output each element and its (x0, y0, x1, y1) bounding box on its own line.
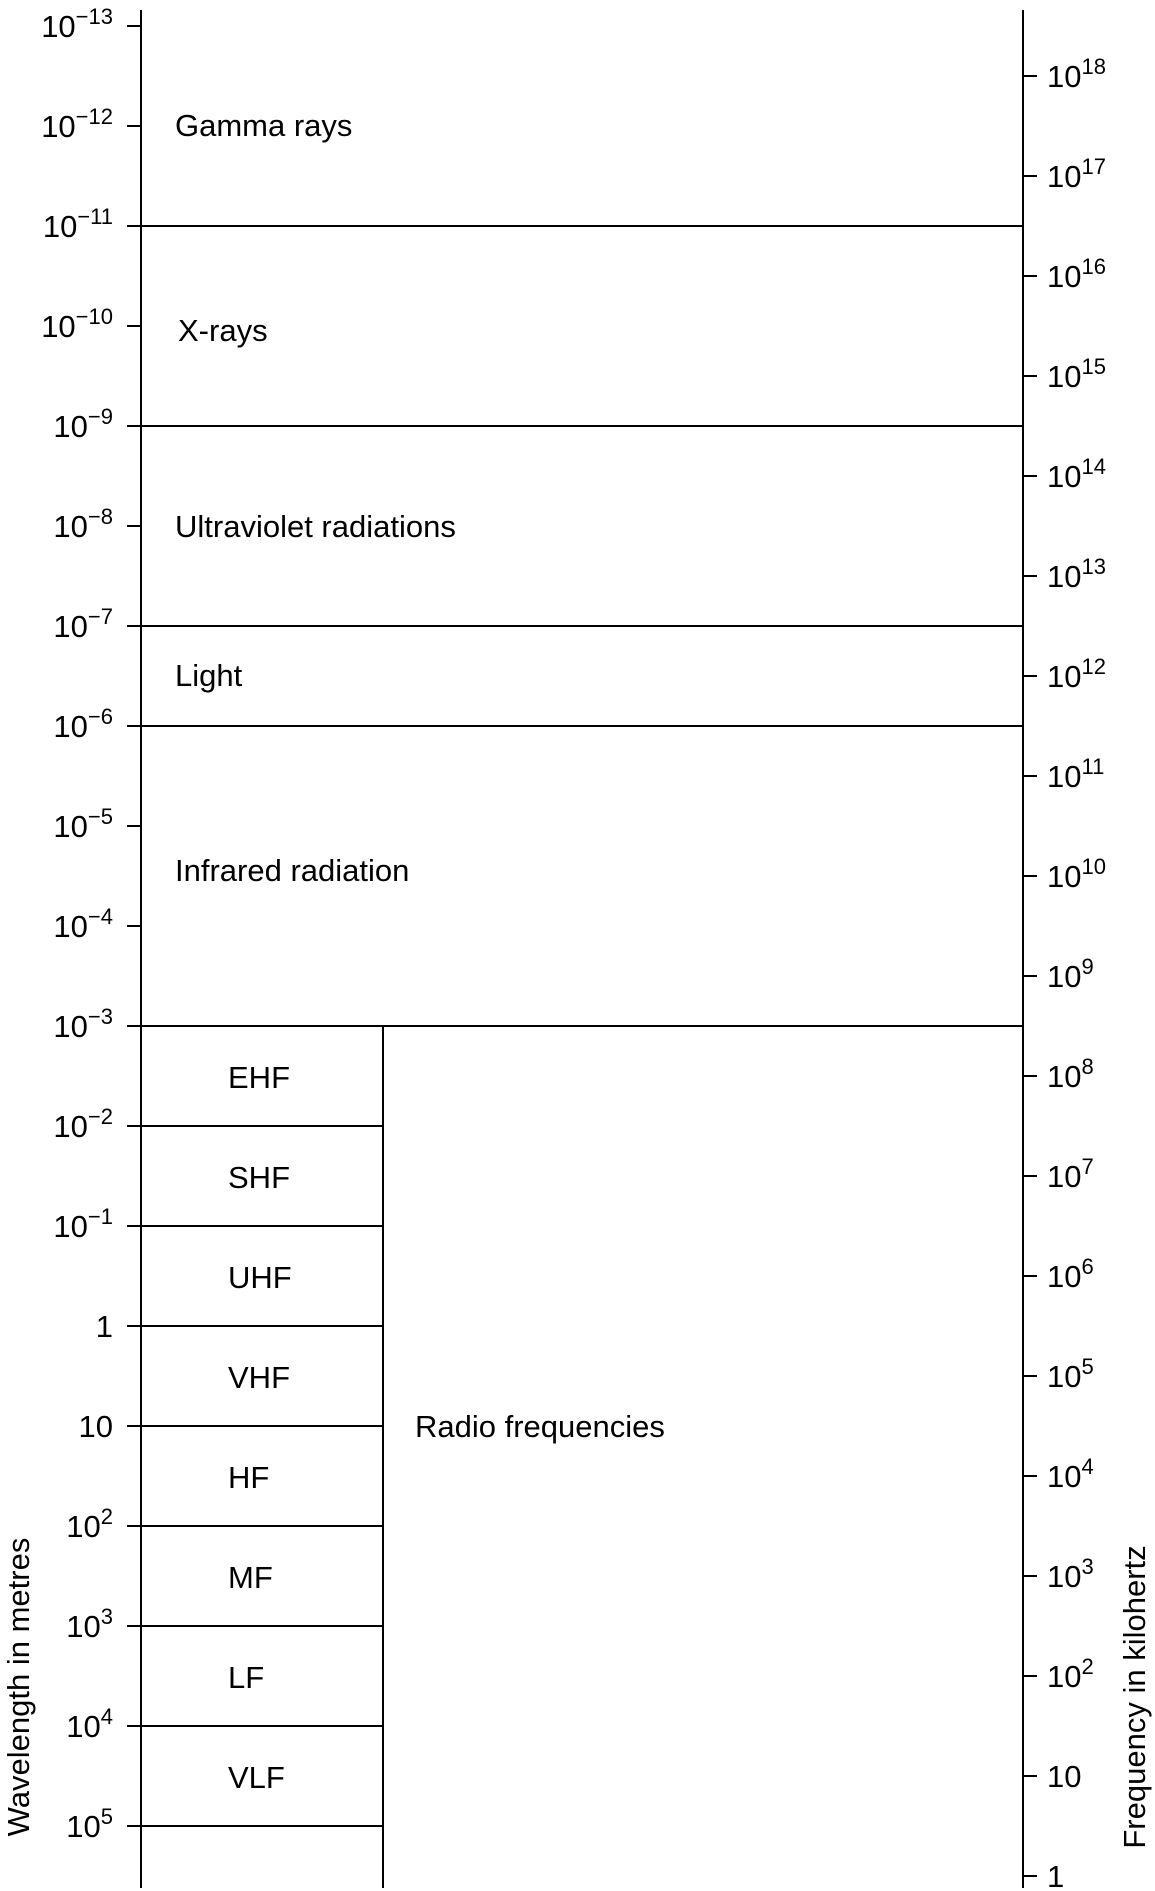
tick-exponent: −5 (87, 804, 113, 829)
wavelength-tick-label (53, 1004, 113, 1044)
frequency-tick-label (1047, 854, 1106, 894)
tick-exponent: 6 (1081, 1254, 1094, 1279)
tick-base: 10 (1047, 1559, 1082, 1594)
tick-base: 10 (53, 709, 88, 744)
tick-base: 10 (78, 1409, 113, 1444)
wavelength-tick-label (53, 504, 113, 544)
wavelength-tick-label (43, 204, 113, 244)
wavelength-tick-label (53, 404, 113, 444)
tick-base: 10 (1047, 259, 1082, 294)
tick-base: 10 (53, 1109, 88, 1144)
frequency-tick-label (1047, 1354, 1094, 1394)
frequency-tick-label (1047, 1759, 1081, 1794)
wavelength-tick-label (66, 1804, 113, 1844)
tick-exponent: 9 (1081, 954, 1094, 979)
band-label-ultraviolet: Ultraviolet radiations (175, 509, 456, 544)
tick-base: 10 (42, 209, 78, 244)
wavelength-tick-label (66, 1604, 113, 1644)
tick-exponent: 18 (1081, 54, 1106, 79)
subband-label-shf: SHF (228, 1160, 290, 1195)
tick-exponent: −10 (75, 304, 113, 329)
tick-base: 10 (53, 809, 88, 844)
frequency-tick-label (1047, 254, 1106, 294)
subband-label-lf: LF (228, 1660, 265, 1695)
tick-exponent: −3 (87, 1004, 113, 1029)
tick-base: 10 (53, 909, 88, 944)
tick-base: 10 (1047, 59, 1082, 94)
tick-base: 10 (41, 109, 76, 144)
wavelength-tick-label (66, 1704, 113, 1744)
tick-exponent: 2 (100, 1504, 113, 1529)
frequency-tick-label (1047, 354, 1106, 394)
frequency-tick-label (1047, 1654, 1094, 1694)
frequency-ticks (1023, 54, 1106, 1891)
tick-base: 10 (53, 609, 88, 644)
wavelength-tick-label (79, 1409, 113, 1444)
tick-exponent: −4 (87, 904, 113, 929)
tick-base: 10 (53, 509, 88, 544)
wavelength-ticks (41, 4, 141, 1844)
tick-exponent: 17 (1081, 154, 1106, 179)
tick-base: 10 (1047, 1059, 1082, 1094)
subband-label-vhf: VHF (228, 1360, 290, 1395)
band-label-x-rays: X-rays (178, 313, 268, 348)
tick-base: 10 (53, 409, 88, 444)
wavelength-tick-label (53, 604, 113, 644)
tick-exponent: 12 (1081, 654, 1106, 679)
tick-base: 10 (1047, 1759, 1082, 1794)
tick-base: 10 (41, 309, 76, 344)
tick-exponent: 4 (1081, 1454, 1094, 1479)
frequency-tick-label (1047, 454, 1106, 494)
tick-base: 10 (1047, 559, 1082, 594)
band-label-light: Light (175, 658, 243, 693)
tick-base: 10 (1047, 759, 1082, 794)
tick-base: 10 (41, 9, 76, 44)
frequency-tick-label (1047, 1554, 1094, 1594)
tick-base: 10 (1047, 859, 1082, 894)
frequency-tick-label (1047, 1254, 1094, 1294)
tick-exponent: −8 (87, 504, 113, 529)
tick-exponent: −2 (87, 1104, 113, 1129)
subband-label-mf: MF (228, 1560, 273, 1595)
frequency-tick-label (1047, 1454, 1094, 1494)
tick-exponent: −6 (87, 704, 113, 729)
tick-exponent: −1 (87, 1204, 113, 1229)
tick-base: 10 (1047, 959, 1082, 994)
tick-base: 10 (53, 1009, 88, 1044)
tick-exponent: −9 (87, 404, 113, 429)
frequency-tick-label (1047, 1859, 1064, 1891)
tick-exponent: 8 (1081, 1054, 1094, 1079)
tick-exponent: 5 (1081, 1354, 1094, 1379)
tick-base: 10 (66, 1509, 101, 1544)
wavelength-tick-label (41, 304, 113, 344)
frequency-tick-label (1047, 1154, 1094, 1194)
tick-base: 10 (1047, 1459, 1082, 1494)
tick-exponent: −12 (75, 104, 113, 129)
tick-base: 10 (1047, 1359, 1082, 1394)
subband-label-ehf: EHF (228, 1060, 290, 1095)
tick-exponent: 13 (1081, 554, 1106, 579)
frequency-tick-label (1047, 1054, 1094, 1094)
frequency-tick-label (1047, 154, 1106, 194)
tick-base: 10 (1047, 459, 1082, 494)
band-label-radio-frequencies: Radio frequencies (415, 1409, 665, 1444)
wavelength-tick-label (53, 904, 113, 944)
tick-base: 10 (66, 1809, 101, 1844)
tick-base: 10 (1047, 1159, 1082, 1194)
tick-base: 10 (1047, 359, 1082, 394)
tick-base: 10 (1047, 159, 1082, 194)
tick-exponent: −13 (75, 4, 113, 29)
wavelength-tick-label (53, 804, 113, 844)
tick-exponent: 5 (100, 1804, 113, 1829)
subband-label-hf: HF (228, 1460, 270, 1495)
band-label-gamma-rays: Gamma rays (175, 108, 353, 143)
wavelength-tick-label (66, 1504, 113, 1544)
tick-exponent: 4 (100, 1704, 113, 1729)
tick-base: 10 (1047, 659, 1082, 694)
subband-label-vlf: VLF (228, 1760, 285, 1795)
wavelength-tick-label (41, 4, 113, 44)
frequency-tick-label (1047, 954, 1094, 994)
tick-base: 1 (95, 1309, 113, 1344)
tick-exponent: 10 (1081, 854, 1106, 879)
tick-base: 1 (1047, 1859, 1065, 1891)
subband-label-uhf: UHF (228, 1260, 292, 1295)
wavelength-tick-label (53, 704, 113, 744)
tick-base: 10 (1047, 1659, 1082, 1694)
frequency-tick-label (1047, 654, 1106, 694)
wavelength-tick-label (96, 1309, 113, 1344)
tick-base: 10 (66, 1709, 101, 1744)
tick-exponent: −7 (87, 604, 113, 629)
tick-exponent: 7 (1081, 1154, 1094, 1179)
tick-exponent: 3 (1081, 1554, 1094, 1579)
tick-base: 10 (53, 1209, 88, 1244)
frequency-tick-label (1047, 554, 1106, 594)
tick-exponent: 14 (1081, 454, 1106, 479)
frequency-tick-label (1047, 754, 1104, 794)
wavelength-tick-label (41, 104, 113, 144)
tick-exponent: 15 (1081, 354, 1106, 379)
band-label-infrared: Infrared radiation (175, 853, 410, 888)
tick-base: 10 (1047, 1259, 1082, 1294)
tick-base: 10 (66, 1609, 101, 1644)
tick-exponent: 2 (1081, 1654, 1094, 1679)
wavelength-tick-label (53, 1104, 113, 1144)
left-axis-title: Wavelength in metres (1, 1537, 36, 1837)
right-axis-title: Frequency in kilohertz (1117, 1545, 1152, 1849)
tick-exponent: 11 (1081, 754, 1105, 779)
wavelength-tick-label (53, 1204, 113, 1244)
tick-exponent: 16 (1081, 254, 1106, 279)
frequency-tick-label (1047, 54, 1106, 94)
tick-exponent: 3 (100, 1604, 113, 1629)
tick-exponent: −11 (77, 204, 113, 229)
